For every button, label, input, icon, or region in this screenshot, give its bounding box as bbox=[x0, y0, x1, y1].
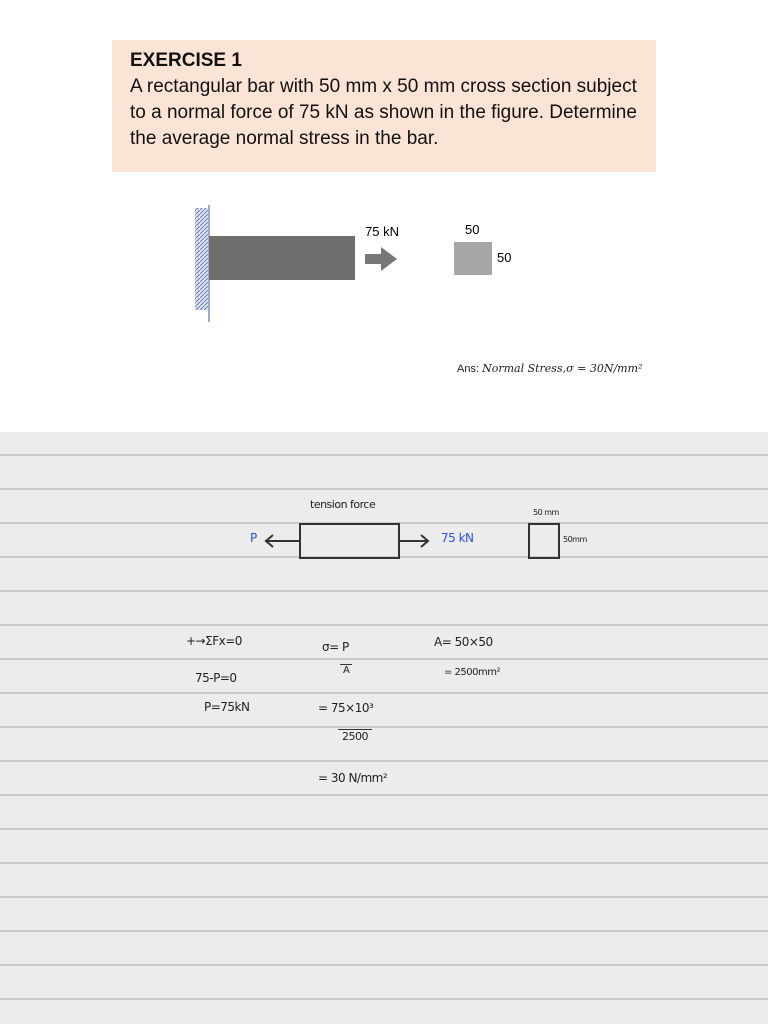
answer-text: Normal Stress,σ = 30N/mm² bbox=[482, 362, 643, 375]
stress-substitution: = 75×10³ bbox=[318, 701, 374, 715]
force-arrow-icon bbox=[365, 247, 397, 271]
width-label: 50 bbox=[465, 222, 480, 237]
section-top-label: 50 mm bbox=[533, 508, 559, 517]
exercise-title: EXERCISE 1 bbox=[130, 50, 242, 71]
force-label: 75 kN bbox=[365, 224, 399, 239]
bar bbox=[209, 236, 355, 280]
tension-label: tension force bbox=[310, 498, 376, 511]
height-label: 50 bbox=[497, 250, 512, 265]
stress-formula-denominator: A bbox=[340, 664, 352, 676]
p-label: P bbox=[250, 531, 257, 545]
cross-section bbox=[454, 242, 492, 275]
stress-result: = 30 N/mm² bbox=[318, 771, 388, 785]
p-result: P=75kN bbox=[204, 700, 250, 714]
bar-figure bbox=[0, 190, 768, 330]
area-result: = 2500mm² bbox=[444, 667, 500, 678]
stress-substitution-denominator: 2500 bbox=[338, 729, 372, 743]
exercise-text: A rectangular bar with 50 mm x 50 mm cross section subject to a normal force of 75 kN as shown in the figure. Determine the average normal stress in the bar. bbox=[130, 76, 637, 149]
sum-eq: 75-P=0 bbox=[195, 671, 237, 685]
free-body-diagram bbox=[0, 490, 768, 570]
notes-force-label: 75 kN bbox=[441, 531, 474, 545]
answer bbox=[457, 362, 642, 375]
equilibrium-eq: +→ΣFx=0 bbox=[186, 634, 242, 648]
exercise-box bbox=[112, 40, 656, 172]
answer-prefix: Ans: bbox=[457, 363, 480, 375]
stress-formula: σ= P bbox=[322, 640, 349, 654]
fixed-wall bbox=[195, 208, 208, 310]
section-side-label: 50mm bbox=[563, 535, 587, 544]
area-formula: A= 50×50 bbox=[434, 635, 493, 649]
